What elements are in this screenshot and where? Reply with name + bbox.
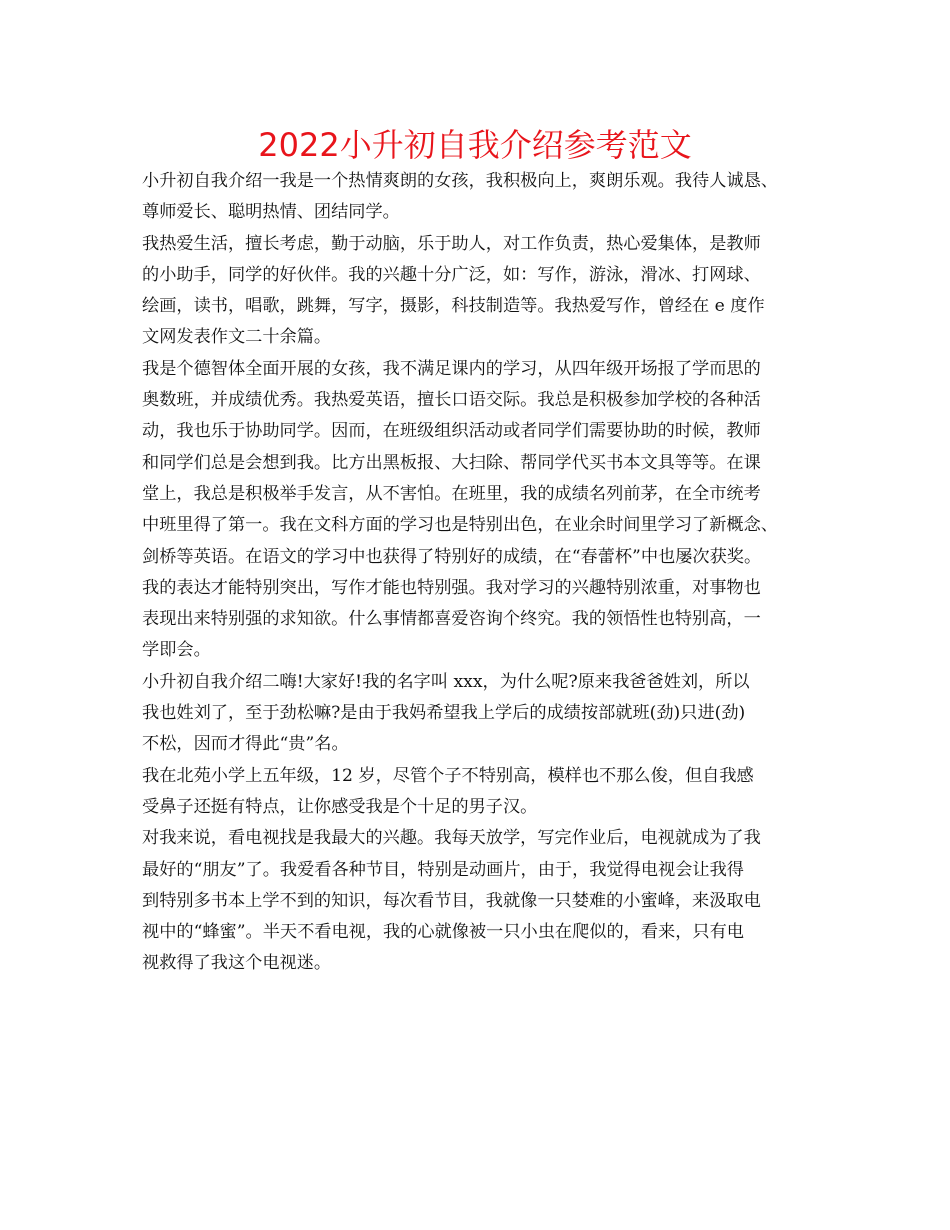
body-line: 对我来说，看电视找是我最大的兴趣。我每天放学，写完作业后，电视就成为了我 — [142, 828, 761, 849]
body-line: 我热爱生活，擅长考虑，勤于动脑，乐于助人，对工作负责，热心爱集体，是教师 — [142, 233, 761, 254]
body-line: 的小助手，同学的好伙伴。我的兴趣十分广泛，如：写作，游泳，滑冰、打网球、 — [142, 264, 761, 285]
body-line: 堂上，我总是积极举手发言，从不害怕。在班里，我的成绩名列前茅，在全市统考 — [142, 483, 761, 504]
body-line: 视中的“蜂蜜”。半天不看电视，我的心就像被一只小虫在爬似的，看来，只有电 — [142, 922, 744, 943]
body-line: 到特别多书本上学不到的知识，每次看节目，我就像一只婪难的小蜜峰，来汲取电 — [142, 890, 761, 911]
document-title: 2022小升初自我介绍参考范文 — [258, 126, 692, 164]
body-line: 文网发表作文二十余篇。 — [142, 327, 332, 348]
body-line: 视救得了我这个电视迷。 — [142, 953, 332, 974]
body-line: 小升初自我介绍一我是一个热情爽朗的女孩，我积极向上，爽朗乐观。我待人诚恳、 — [142, 171, 778, 191]
body-line: 尊师爱长、聪明热情、团结同学。 — [142, 202, 400, 223]
body-line: 不松，因而才得此“贵”名。 — [142, 734, 349, 755]
body-line: 受鼻子还挺有特点，让你感受我是个十足的男子汉。 — [142, 796, 538, 817]
body-line: 剑桥等英语。在语文的学习中也获得了特别好的成绩，在“春蕾杯”中也屡次获奖。 — [142, 546, 762, 567]
body-line: 绘画，读书，唱歌，跳舞，写字，摄影，科技制造等。我热爱写作，曾经在 e 度作 — [142, 296, 765, 317]
body-line: 最好的“朋友”了。我爱看各种节目，特别是动画片，由于，我觉得电视会让我得 — [142, 859, 744, 880]
body-line: 奥数班，并成绩优秀。我热爱英语，擅长口语交际。我总是积极参加学校的各种活 — [142, 390, 761, 411]
body-line: 我也姓刘了，至于劲松嘛?是由于我妈希望我上学后的成绩按部就班(劲)只进(劲) — [142, 703, 746, 724]
body-line: 中班里得了第一。我在文科方面的学习也是特别出色，在业余时间里学习了新概念、 — [142, 515, 778, 536]
body-line: 我是个德智体全面开展的女孩，我不满足课内的学习，从四年级开场报了学而思的 — [142, 358, 761, 379]
document-body — [142, 166, 822, 980]
body-line: 我在北苑小学上五年级，12 岁，尽管个子不特别高，模样也不那么俊，但自我感 — [142, 765, 754, 786]
body-line: 小升初自我介绍二嗨!大家好!我的名字叫 xxx，为什么呢?原来我爸爸姓刘，所以 — [142, 671, 750, 692]
body-line: 我的表达才能特别突出，写作才能也特别强。我对学习的兴趣特别浓重，对事物也 — [142, 577, 761, 598]
body-line: 学即会。 — [142, 640, 211, 661]
body-line: 动，我也乐于协助同学。因而，在班级组织活动或者同学们需要协助的时候，教师 — [142, 421, 761, 442]
body-line: 和同学们总是会想到我。比方出黑板报、大扫除、帮同学代买书本文具等等。在课 — [142, 452, 761, 473]
body-line: 表现出来特别强的求知欲。什么事情都喜爱咨询个终究。我的领悟性也特别高，一 — [142, 609, 761, 630]
